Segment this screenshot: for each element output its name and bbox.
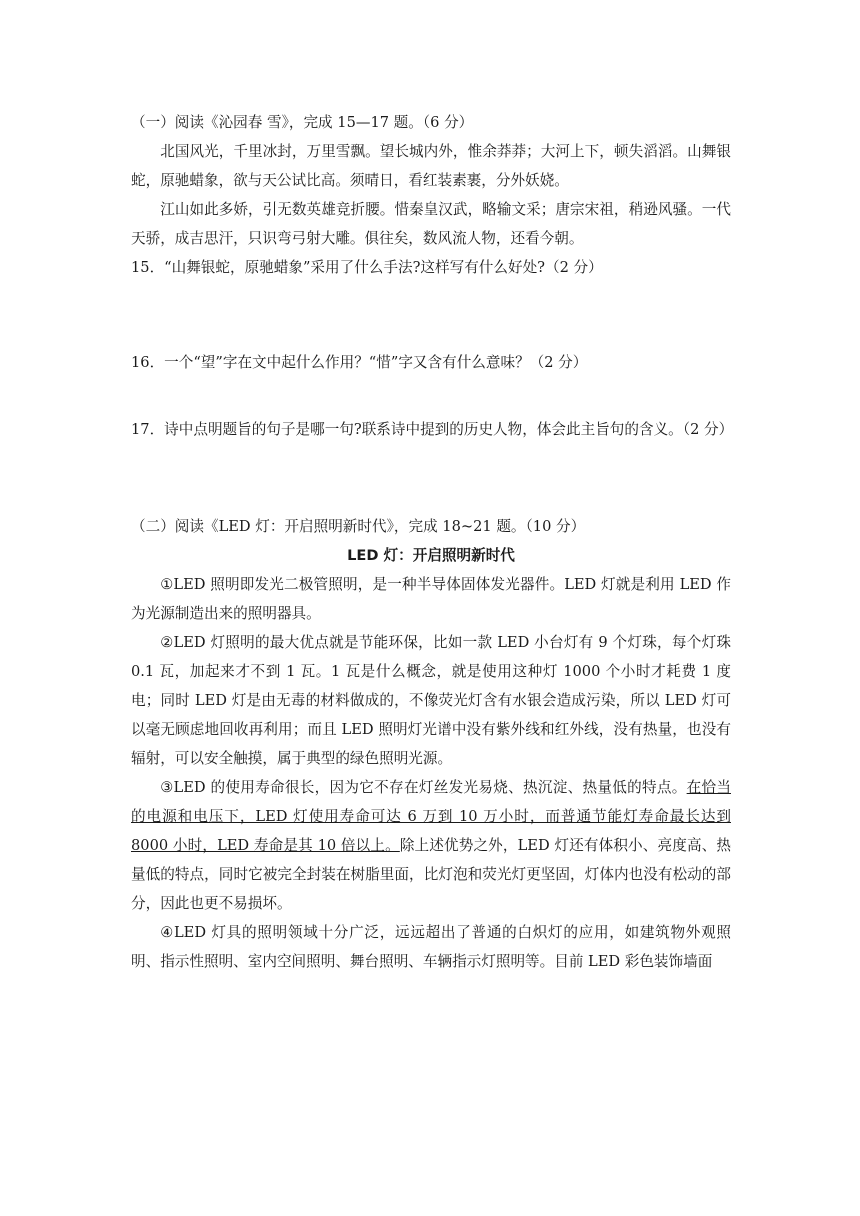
- question-15: 15．“山舞银蛇，原驰蜡象”采用了什么手法?这样写有什么好处?（2 分）: [131, 259, 603, 276]
- answer-space-16: [131, 377, 731, 415]
- article-paragraph-2: ②LED 灯照明的最大优点就是节能环保，比如一款 LED 小台灯有 9 个灯珠，每个灯珠 0.1 瓦，加起来才不到 1 瓦。1 瓦是什么概念，就是使用这种灯 1000 个小时才耗费 1 度电；同时 LED 灯是由无毒的材料做成的，不像荧光灯含有水银会造成污染，所以 LED 灯可以毫无顾虑地回收再利用；而且 LED 照明灯光谱中没有紫外线和红外线，没有热量，也没有辐射，可以安全触摸，属于典型的绿色照明光源。: [131, 634, 731, 767]
- paragraph-3-intro: ③LED 的使用寿命很长，因为它不存在灯丝发光易烧、热沉淀、热量低的特点。: [160, 779, 687, 796]
- poem-stanza-2: 江山如此多娇，引无数英雄竞折腰。惜秦皇汉武，略输文采；唐宗宋祖，稍逊风骚。一代天骄，成吉思汗，只识弯弓射大雕。俱往矣，数风流人物，还看今朝。: [131, 201, 731, 247]
- underlined-sentence: 在恰当的电源和电压下，LED 灯使用寿命可达 6 万到 10 万小时，而普通节能灯寿命最长达到 8000 小时，LED 寿命是其 10 倍以上。: [131, 779, 731, 854]
- question-16: 16．一个“望”字在文中起什么作用？“惜”字又含有什么意味？（2 分）: [131, 354, 588, 371]
- section1-heading: （一）阅读《沁园春 雪》，完成 15—17 题。（6 分）: [131, 114, 474, 131]
- article-title: LED 灯：开启照明新时代: [347, 547, 515, 564]
- answer-space-15: [131, 282, 731, 348]
- article-paragraph-4: ④LED 灯具的照明领域十分广泛，远远超出了普通的白炽灯的应用，如建筑物外观照明、指示性照明、室内空间照明、舞台照明、车辆指示灯照明等。目前 LED 彩色装饰墙面: [131, 924, 731, 970]
- question-17: 17．诗中点明题旨的句子是哪一句?联系诗中提到的历史人物，体会此主旨句的含义。（2 分）: [131, 421, 734, 438]
- article-paragraph-1: ①LED 照明即发光二极管照明，是一种半导体固体发光器件。LED 灯就是利用 LED 作为光源制造出来的照明器具。: [131, 576, 731, 622]
- section2-heading: （二）阅读《LED 灯：开启照明新时代》，完成 18~21 题。（10 分）: [131, 518, 586, 535]
- document-content: [131, 108, 734, 976]
- article-paragraph-3: [131, 773, 731, 918]
- paragraph-3-rest: 除上述优势之外，LED 灯还有体积小、亮度高、热量低的特点，同时它被完全封装在树脂里面，比灯泡和荧光灯更坚固，灯体内也没有松动的部分，因此也更不易损坏。: [131, 837, 731, 912]
- poem-stanza-1: 北国风光，千里冰封，万里雪飘。望长城内外，惟余莽莽；大河上下，顿失滔滔。山舞银蛇，原驰蜡象，欲与天公试比高。须晴日，看红装素裹，分外妖娆。: [131, 143, 731, 189]
- answer-space-17: [131, 444, 731, 512]
